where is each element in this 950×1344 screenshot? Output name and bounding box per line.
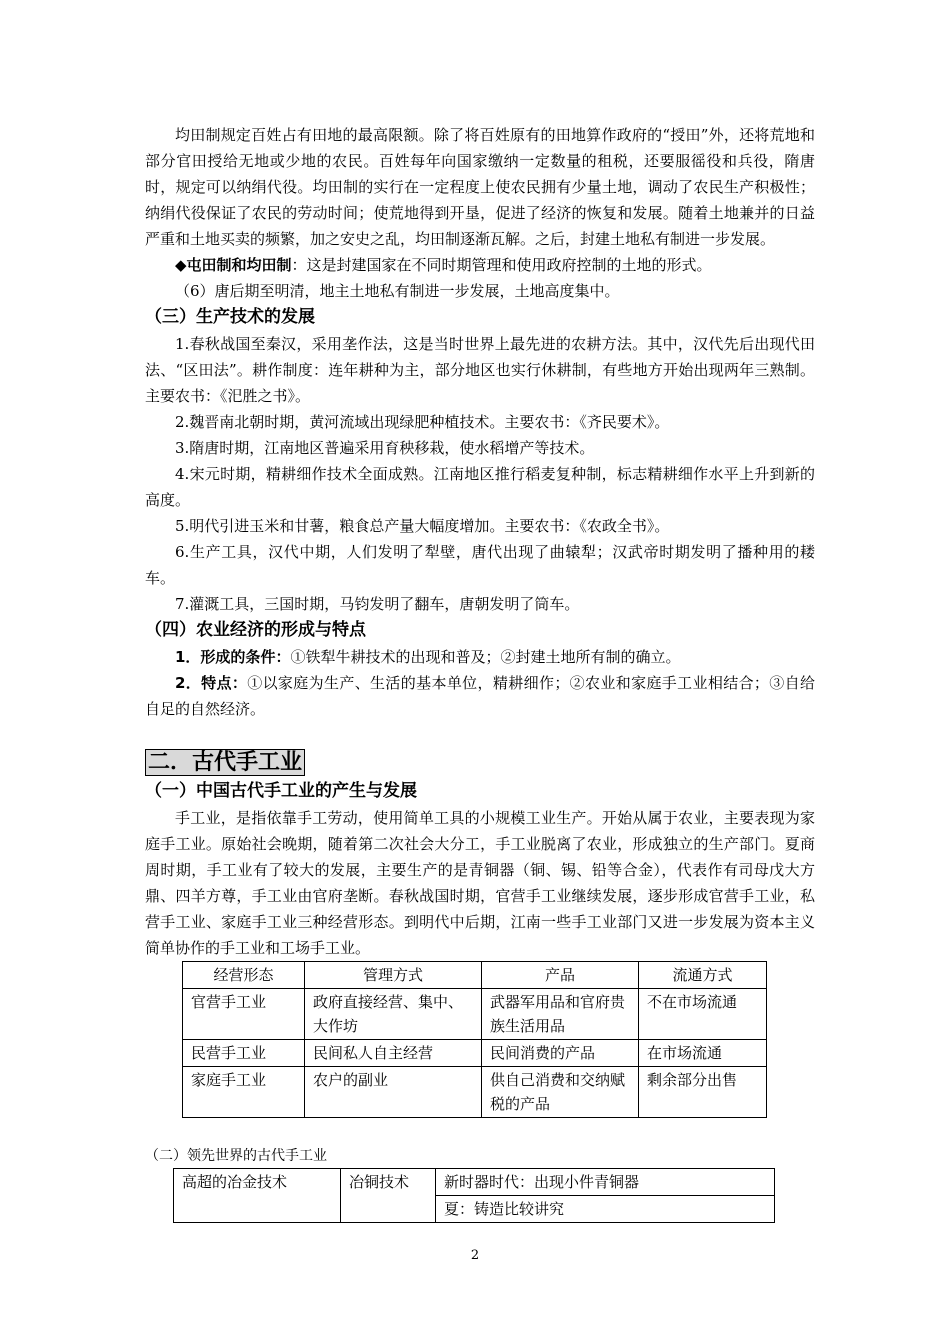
part-heading <box>145 748 815 778</box>
table-cell: 供自己消费和交纳赋税的产品 <box>482 1067 639 1118</box>
table-cell: 官营手工业 <box>183 989 305 1040</box>
table-row <box>183 1067 767 1118</box>
list-item: 4.宋元时期，精耕细作技术全面成熟。江南地区推行稻麦复种制，标志精耕细作水平上升到新的高度。 <box>145 465 815 509</box>
table-header: 产品 <box>482 962 639 989</box>
handicraft-forms-table <box>182 961 767 1118</box>
table-cell: 民间私人自主经营 <box>305 1040 482 1067</box>
list-item: 6.生产工具，汉代中期，人们发明了犁壁，唐代出现了曲辕犁；汉武帝时期发明了播种用的耧车。 <box>145 543 815 587</box>
feature-item <box>145 670 815 722</box>
feature-text: ①以家庭为生产、生活的基本单位，精耕细作；②农业和家庭手工业相结合；③自给自足的自然经济。 <box>145 674 815 718</box>
table-cell: 剩余部分出售 <box>639 1067 767 1118</box>
table-row <box>174 1169 775 1196</box>
table-cell: 不在市场流通 <box>639 989 767 1040</box>
table-cell: 冶铜技术 <box>341 1169 436 1223</box>
table-header-row <box>183 962 767 989</box>
table2-caption: （二）领先世界的古代手工业 <box>145 1148 327 1164</box>
feature-label: 2．特点： <box>175 674 248 692</box>
table-cell: 新时器时代：出现小件青铜器 <box>436 1169 775 1196</box>
condition-label: 1．形成的条件： <box>175 648 291 666</box>
page-number: 2 <box>470 1248 480 1263</box>
table-cell: 农户的副业 <box>305 1067 482 1118</box>
paragraph-6: （6）唐后期至明清，地主土地私有制进一步发展，土地高度集中。 <box>175 282 620 300</box>
table-cell: 家庭手工业 <box>183 1067 305 1118</box>
table-cell: 武器军用品和官府贵族生活用品 <box>482 989 639 1040</box>
metallurgy-table <box>173 1168 775 1223</box>
table-row <box>183 989 767 1040</box>
list-item: 2.魏晋南北朝时期，黄河流域出现绿肥种植技术。主要农书：《齐民要术》。 <box>175 413 670 431</box>
document-page <box>145 122 815 1223</box>
table-cell: 民间消费的产品 <box>482 1040 639 1067</box>
table-header: 经营形态 <box>183 962 305 989</box>
table-cell: 夏：铸造比较讲究 <box>436 1196 775 1223</box>
table-cell: 高超的冶金技术 <box>174 1169 341 1223</box>
note-text: ：这是封建国家在不同时期管理和使用政府控制的土地的形式。 <box>291 256 712 274</box>
paragraph-juntian: 均田制规定百姓占有田地的最高限额。除了将百姓原有的田地算作政府的“授田”外，还将荒地和部分官田授给无地或少地的农民。百姓每年向国家缴纳一定数量的租税，还要服徭役和兵役，隋唐时，规定可以纳绢代役。均田制的实行在一定程度上使农民拥有少量土地，调动了农民生产积极性；纳绢代役保证了农民的劳动时间；使荒地得到开垦，促进了经济的恢复和发展。随着土地兼并的日益严重和土地买卖的频繁，加之安史之乱，均田制逐渐瓦解。之后，封建土地私有制进一步发展。 <box>145 126 815 248</box>
table-row <box>183 1040 767 1067</box>
paragraph-handicraft: 手工业，是指依靠手工劳动，使用简单工具的小规模工业生产。开始从属于农业，主要表现为家庭手工业。原始社会晚期，随着第二次社会大分工，手工业脱离了农业，形成独立的生产部门。夏商周时期，手工业有了较大的发展，主要生产的是青铜器（铜、锡、铅等合金），代表作有司母戊大方鼎、四羊方尊，手工业由官府垄断。春秋战国时期，官营手工业继续发展，逐步形成官营手工业，私营手工业、家庭手工业三种经营形态。到明代中后期，江南一些手工业部门又进一步发展为资本主义简单协作的手工业和工场手工业。 <box>145 809 815 957</box>
list-item: 3.隋唐时期，江南地区普遍采用育秧移栽，使水稻增产等技术。 <box>175 439 595 457</box>
table-cell: 在市场流通 <box>639 1040 767 1067</box>
list-item: 5.明代引进玉米和甘薯，粮食总产量大幅度增加。主要农书：《农政全书》。 <box>175 517 670 535</box>
note-label: ◆屯田制和均田制 <box>175 256 292 274</box>
table-cell: 民营手工业 <box>183 1040 305 1067</box>
table-header: 管理方式 <box>305 962 482 989</box>
section-heading-4: （四）农业经济的形成与特点 <box>145 620 366 640</box>
part-heading-text: 二．古代手工业 <box>145 749 305 776</box>
section-heading-3: （三）生产技术的发展 <box>145 307 315 327</box>
note-tuntian <box>145 252 815 278</box>
list-item: 7.灌溉工具，三国时期，马钧发明了翻车，唐朝发明了筒车。 <box>175 595 580 613</box>
table-cell: 政府直接经营、集中、大作坊 <box>305 989 482 1040</box>
condition-text: ①铁犁牛耕技术的出现和普及；②封建土地所有制的确立。 <box>290 648 681 666</box>
table-header: 流通方式 <box>639 962 767 989</box>
subsection-heading-1: （一）中国古代手工业的产生与发展 <box>145 781 417 801</box>
condition-item <box>145 644 815 670</box>
list-item: 1.春秋战国至秦汉，采用垄作法，这是当时世界上最先进的农耕方法。其中，汉代先后出现代田法、“区田法”。耕作制度：连年耕种为主，部分地区也实行休耕制，有些地方开始出现两年三熟制。主要农书：《汜胜之书》。 <box>145 335 815 405</box>
